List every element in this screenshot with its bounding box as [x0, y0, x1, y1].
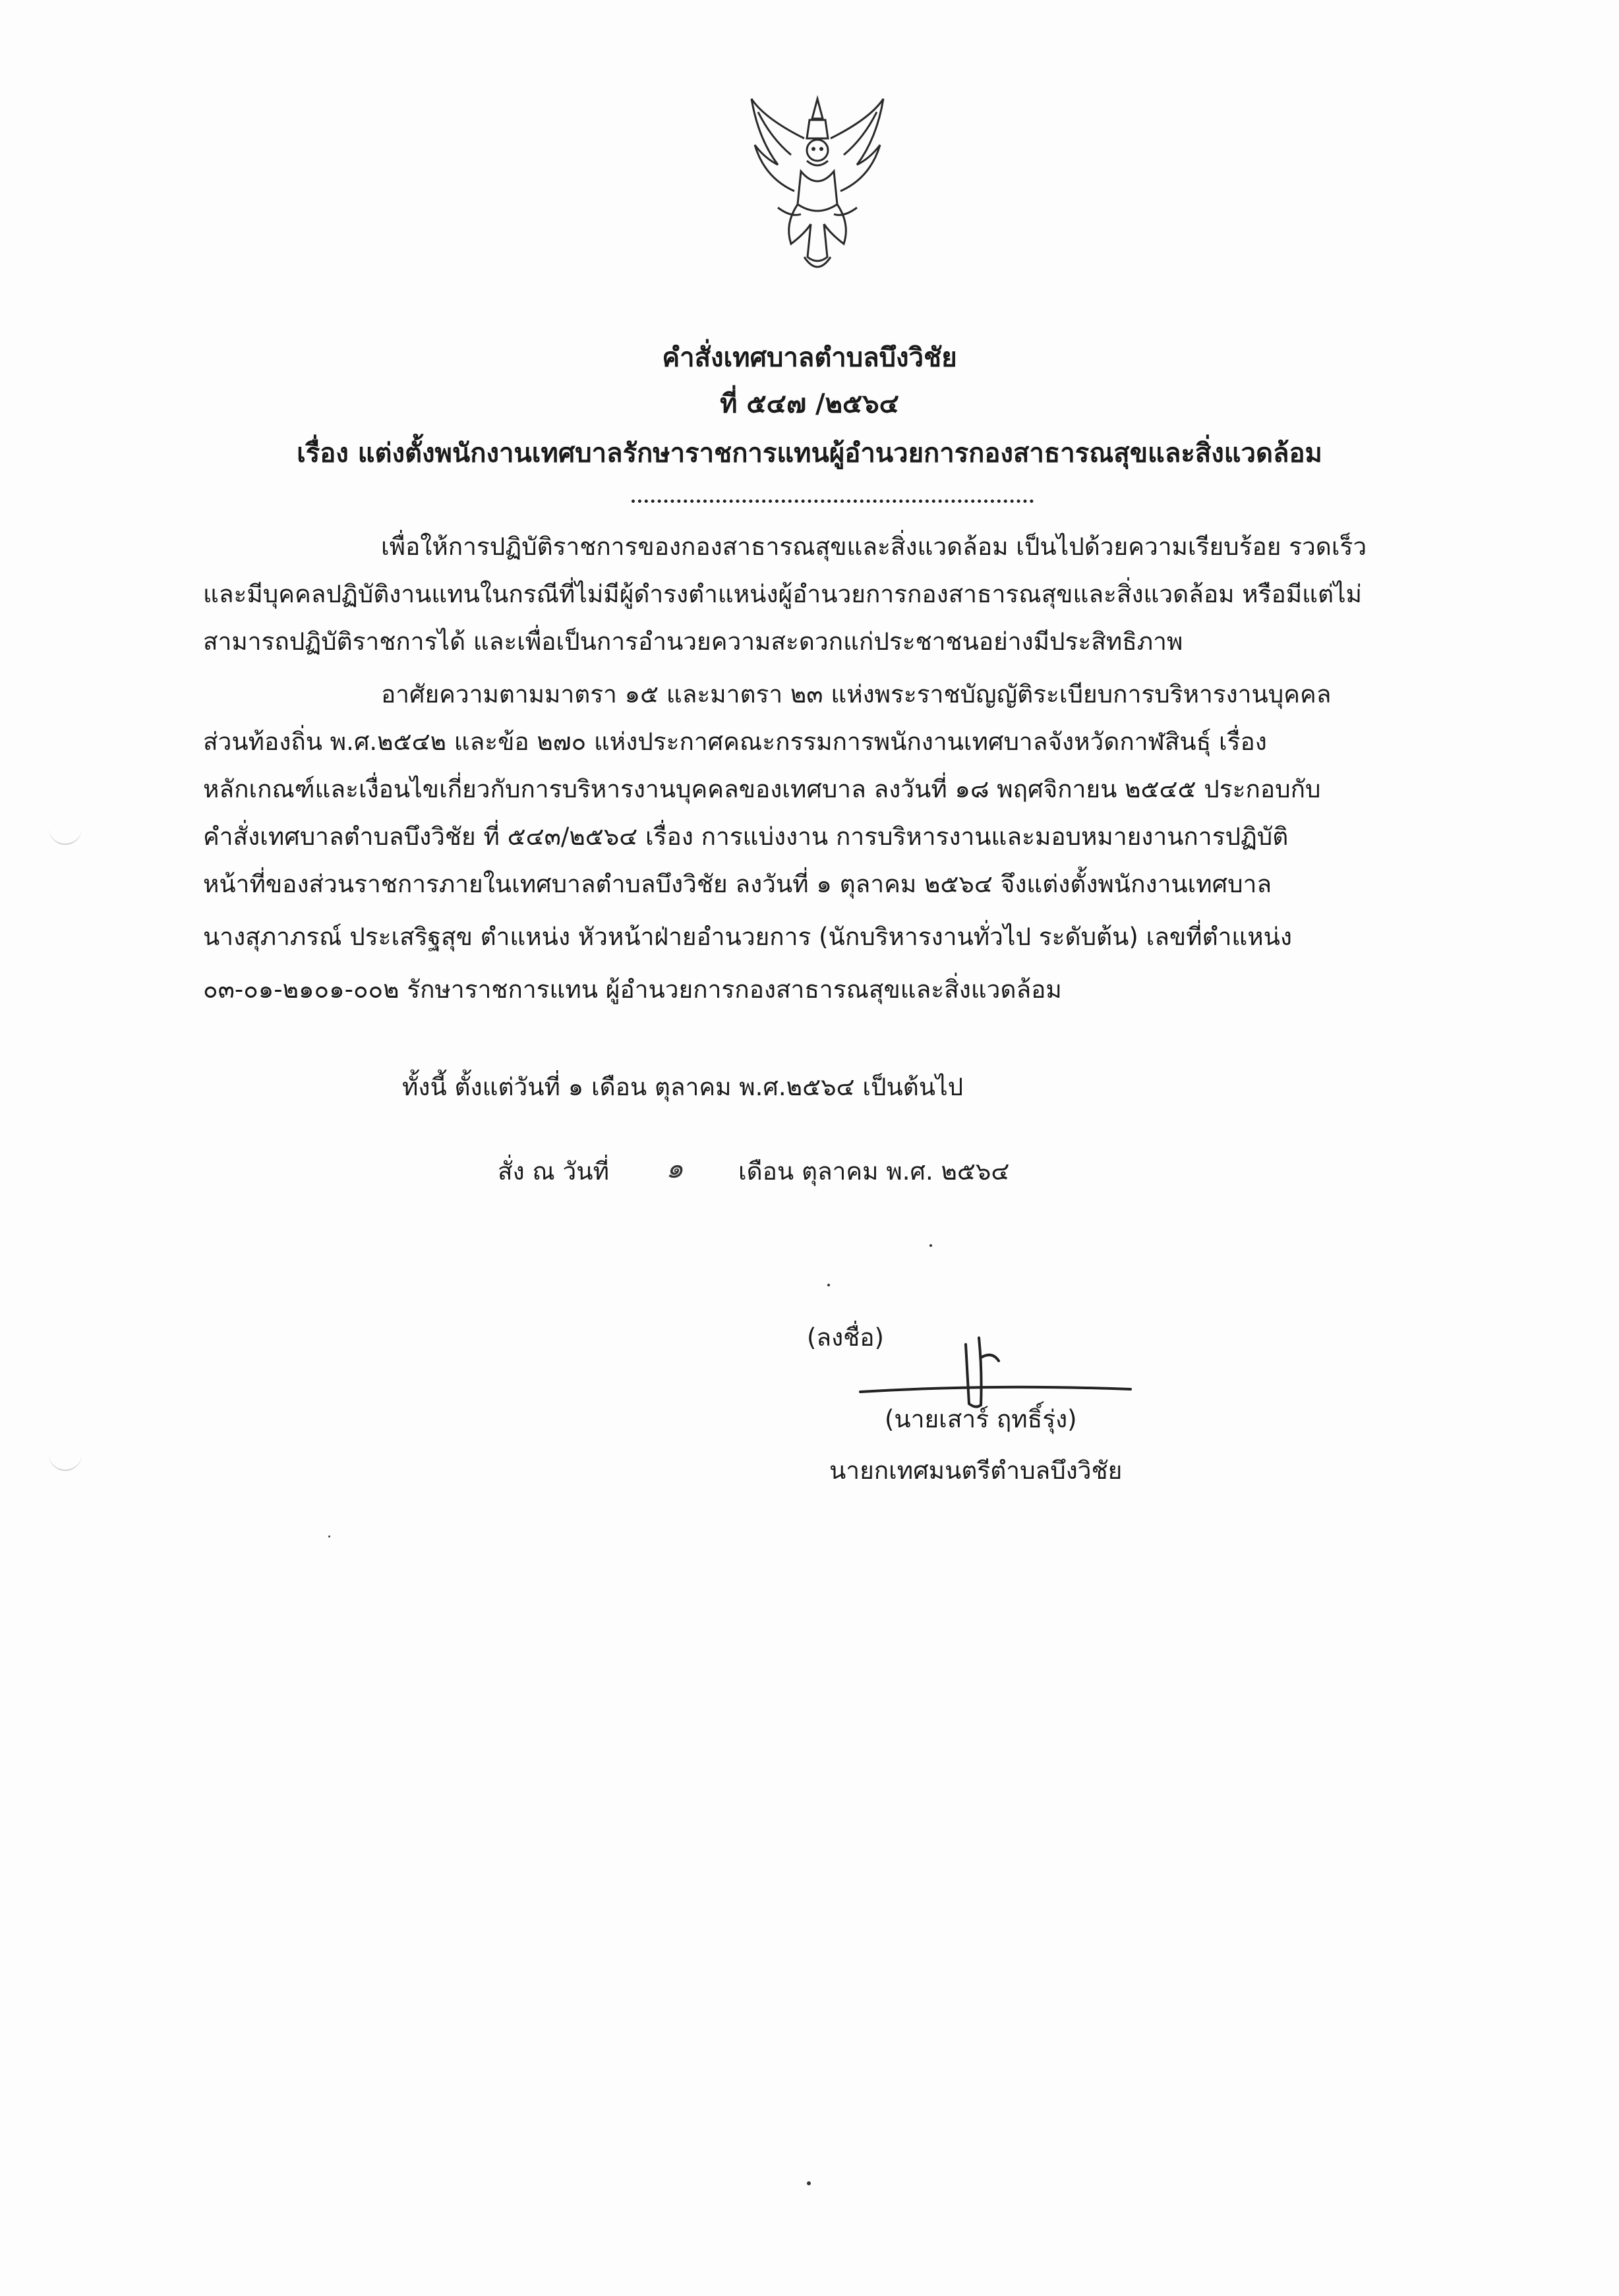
paragraph-2-line-7: ๐๓-๐๑-๒๑๐๑-๐๐๒ รักษาราชการแทน ผู้อำนวยการกองสาธารณสุขและสิ่งแวดล้อม: [203, 975, 1062, 1004]
paragraph-1-line-2: และมีบุคคลปฏิบัติงานแทนในกรณีที่ไม่มีผู้ดำรงตำแหน่งผู้อำนวยการกองสาธารณสุขและสิ่งแวดล้อม หรือมีแต่ไม่: [203, 580, 1362, 608]
order-date-rest: เดือน ตุลาคม พ.ศ. ๒๕๖๔: [738, 1157, 1010, 1186]
paragraph-2-line-5: หน้าที่ของส่วนราชการภายในเทศบาลตำบลบึงวิชัย ลงวันที่ ๑ ตุลาคม ๒๕๖๔ จึงแต่งตั้งพนักงานเทศบาล: [203, 870, 1272, 898]
order-date-day: ๑: [666, 1152, 684, 1184]
paragraph-1-line-1: เพื่อให้การปฏิบัติราชการของกองสาธารณสุขและสิ่งแวดล้อม เป็นไปด้วยความเรียบร้อย รวดเร็ว: [381, 532, 1367, 561]
scan-speck: [827, 1284, 830, 1286]
punch-hole-mark: [49, 824, 82, 845]
order-title: คำสั่งเทศบาลตำบลบึงวิชัย: [662, 343, 957, 373]
order-subject: เรื่อง แต่งตั้งพนักงานเทศบาลรักษาราชการแทนผู้อำนวยการกองสาธารณสุขและสิ่งแวดล้อม: [297, 438, 1322, 469]
scan-speck: [929, 1244, 932, 1247]
garuda-emblem-icon: [738, 92, 897, 283]
paragraph-2-line-1: อาศัยความตามมาตรา ๑๕ และมาตรา ๒๓ แห่งพระราชบัญญัติระเบียบการบริหารงานบุคคล: [381, 680, 1332, 708]
scan-speck: [807, 2181, 811, 2185]
paragraph-1-line-3: สามารถปฏิบัติราชการได้ และเพื่อเป็นการอำนวยความสะดวกแก่ประชาชนอย่างมีประสิทธิภาพ: [203, 627, 1183, 656]
handwritten-signature: [857, 1331, 1134, 1417]
dotted-divider: [632, 500, 1034, 503]
effective-date: ทั้งนี้ ตั้งแต่วันที่ ๑ เดือน ตุลาคม พ.ศ.๒๕๖๔ เป็นต้นไป: [402, 1073, 964, 1101]
punch-hole-mark: [49, 1450, 82, 1471]
signature-label: (ลงชื่อ): [807, 1323, 884, 1352]
signer-position: นายกเทศมนตรีตำบลบึงวิชัย: [829, 1456, 1123, 1485]
paragraph-2-line-3: หลักเกณฑ์และเงื่อนไขเกี่ยวกับการบริหารงานบุคคลของเทศบาล ลงวันที่ ๑๘ พฤศจิกายน ๒๕๔๕ ประกอบกับ: [203, 775, 1321, 803]
order-number: ที่ ๕๔๗ /๒๕๖๔: [720, 389, 899, 419]
order-date-prefix: สั่ง ณ วันที่: [498, 1157, 609, 1186]
paragraph-2-line-4: คำสั่งเทศบาลตำบลบึงวิชัย ที่ ๕๔๓/๒๕๖๔ เรื่อง การแบ่งงาน การบริหารงานและมอบหมายงานการปฏิบัติ: [203, 822, 1289, 851]
paragraph-2-line-6: นางสุภาภรณ์ ประเสริฐสุข ตำแหน่ง หัวหน้าฝ่ายอำนวยการ (นักบริหารงานทั่วไป ระดับต้น) เลขที่ตำแหน่ง: [203, 923, 1292, 951]
scan-speck: [328, 1535, 330, 1537]
signer-name: (นายเสาร์ ฤทธิ์รุ่ง): [885, 1405, 1077, 1433]
paragraph-2-line-2: ส่วนท้องถิ่น พ.ศ.๒๕๔๒ และข้อ ๒๗๐ แห่งประกาศคณะกรรมการพนักงานเทศบาลจังหวัดกาฬสินธุ์ เรื่อง: [203, 728, 1267, 756]
